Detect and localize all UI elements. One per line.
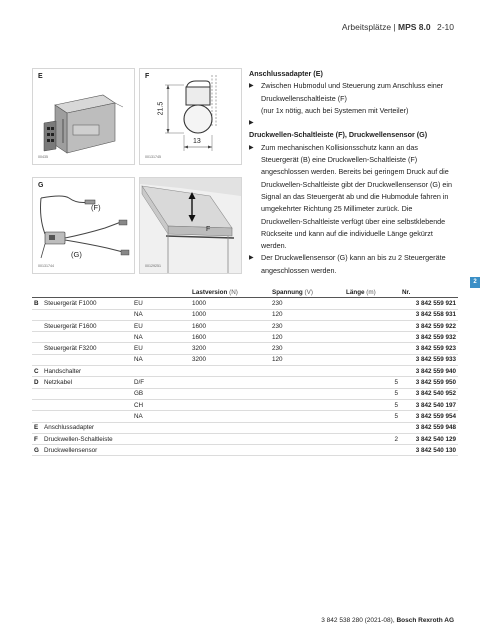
parts-table [32,287,458,456]
table-row [32,445,458,456]
cell-nr: 3 842 559 954 [400,411,458,422]
cell-last: 1000 [190,298,270,309]
cell-letter: C [32,366,42,377]
cell-spannung [270,399,344,410]
header-spannung: Spannung (V) [270,287,344,298]
cell-variant: NA [132,411,190,422]
cell-variant: EU [132,298,190,309]
cell-nr: 3 842 559 932 [400,332,458,343]
cell-spannung [270,366,344,377]
cell-nr: 3 842 540 129 [400,433,458,444]
cell-spannung: 120 [270,309,344,320]
adapter-bullet: ▶ Zwischen Hubmodul und Steuerung zum Anschluss einer Druckwellenschaltleiste (F) [249,80,455,105]
cell-name: Steuergerät F1600 [42,320,132,331]
dimension-height: 21.5 [157,101,165,116]
cell-nr: 3 842 540 952 [400,388,458,399]
cell-last [190,388,270,399]
cell-nr: 3 842 559 922 [400,320,458,331]
cell-laenge [344,309,400,320]
adapter-title: Anschlussadapter (E) [249,69,323,78]
schaltleiste-profile-drawing [140,69,241,164]
cell-name [42,354,132,365]
cell-last [190,377,270,388]
figure-f-letter: F [145,73,150,80]
cell-laenge: 5 [344,411,400,422]
cell-name [42,388,132,399]
cell-spannung: 120 [270,354,344,365]
cell-spannung [270,377,344,388]
cell-name: Handschalter [42,366,132,377]
cell-letter [32,332,42,343]
figure-e-letter: E [38,73,43,80]
cell-variant: NA [132,354,190,365]
cell-letter: F [32,433,42,444]
cell-letter [32,411,42,422]
sensor-bullet-2: ▶ Der Druckwellensensor (G) kann an bis zu 2 Steuergeräte angeschlossen werden. [249,252,455,277]
figure-g-letter: G [38,182,44,189]
cell-variant: D/F [132,377,190,388]
cell-nr: 3 842 559 923 [400,343,458,354]
table-row [32,309,458,320]
cell-laenge [344,445,400,456]
cell-letter [32,309,42,320]
cell-laenge [344,354,400,365]
adapter-note: (nur 1x nötig, auch bei Systemen mit Verteiler) [261,105,409,115]
footer-doc-number: 3 842 538 280 (2021-08), [321,617,395,624]
cell-variant [132,433,190,444]
table-row [32,388,458,399]
header-laenge: Länge (m) [344,287,400,298]
cell-last: 3200 [190,354,270,365]
cell-letter [32,320,42,331]
cell-laenge [344,422,400,433]
cell-last [190,433,270,444]
cell-last: 3200 [190,343,270,354]
chapter-tab[interactable]: 2 [470,277,480,288]
cell-last [190,399,270,410]
cell-nr: 3 842 559 933 [400,354,458,365]
cell-laenge [344,366,400,377]
figure-g [32,177,135,274]
cell-name [42,411,132,422]
figure-application-code: 00129251 [145,264,161,268]
header-lastversion: Lastversion (N) [190,287,270,298]
cell-letter: D [32,377,42,388]
cell-last [190,422,270,433]
cell-laenge: 5 [344,377,400,388]
cell-variant: EU [132,320,190,331]
table-row [32,354,458,365]
cell-name: Steuergerät F3200 [42,343,132,354]
cell-name: Anschlussadapter [42,422,132,433]
table-row [32,422,458,433]
cell-variant [132,422,190,433]
cell-spannung [270,411,344,422]
cell-last [190,366,270,377]
cell-nr: 3 842 559 921 [400,298,458,309]
cell-nr: 3 842 558 931 [400,309,458,320]
table-edge-illustration [140,178,241,273]
cell-spannung: 230 [270,320,344,331]
table-row [32,298,458,309]
empty-bullet [249,117,455,129]
header-nr: Nr. [400,287,458,298]
cell-laenge [344,343,400,354]
cell-letter: B [32,298,42,309]
cell-spannung: 230 [270,298,344,309]
cell-letter: G [32,445,42,456]
dimension-width: 13 [193,138,201,145]
cell-variant: CH [132,399,190,410]
cell-name: Netzkabel [42,377,132,388]
table-row [32,399,458,410]
sensor-bullet-1: ▶ Zum mechanischen Kollisionsschutz kann an das Steuergerät (B) eine Druckwellen-Schaltleiste (F) angeschlossen werden. Bereits bei geringem Druck auf die Druckwellen-Schaltleiste gibt der Druckwellensensor (G) ein Signal an das Steuergerät ab und die Hubmodule fahren in umgekehrter Richtung 25 Millimeter zurück. Die Druckwellen-Schaltleiste verfügt über eine selbstklebende Rückseite und kann auf die individuelle Länge gekürzt werden. [249,142,455,253]
cell-spannung [270,388,344,399]
header-product: MPS 8.0 [398,22,431,32]
cell-laenge: 5 [344,388,400,399]
cell-last [190,411,270,422]
cell-name [42,332,132,343]
figure-e [32,68,135,165]
table-row [32,377,458,388]
cell-nr: 3 842 540 197 [400,399,458,410]
cell-variant [132,445,190,456]
cell-laenge [344,332,400,343]
figure-application [139,177,242,274]
cell-nr: 3 842 559 950 [400,377,458,388]
table-row [32,366,458,377]
cell-variant: NA [132,332,190,343]
cell-spannung: 230 [270,343,344,354]
callout-f: (F) [91,203,101,212]
cell-variant: NA [132,309,190,320]
cell-letter [32,388,42,399]
sensor-title: Druckwellen-Schaltleiste (F), Druckwellensensor (G) [249,130,428,140]
cell-name: Druckwellen-Schaltleiste [42,433,132,444]
figure-f-code: 00131745 [145,155,161,159]
table-row [32,433,458,444]
figure-f [139,68,242,165]
anschlussadapter-illustration [33,69,134,164]
cell-spannung [270,445,344,456]
table-row [32,332,458,343]
cell-letter [32,343,42,354]
cell-nr: 3 842 559 948 [400,422,458,433]
cell-variant: EU [132,343,190,354]
cell-name [42,399,132,410]
table-row [32,343,458,354]
footer-brand: Bosch Rexroth AG [396,617,454,624]
cell-last [190,445,270,456]
cell-letter: E [32,422,42,433]
cell-name [42,309,132,320]
cell-variant: GB [132,388,190,399]
druckwellensensor-illustration [33,178,134,273]
cell-laenge: 2 [344,433,400,444]
table-body [32,298,458,456]
cell-spannung: 120 [270,332,344,343]
page-header [342,22,454,32]
cell-last: 1600 [190,332,270,343]
cell-nr: 3 842 559 940 [400,366,458,377]
cell-variant [132,366,190,377]
figure-e-code: 00435 [38,155,48,159]
cell-name: Steuergerät F1000 [42,298,132,309]
cell-letter [32,399,42,410]
cell-laenge: 5 [344,399,400,410]
header-section: Arbeitsplätze | [341,22,396,32]
table-header-row [32,287,458,298]
cell-laenge [344,298,400,309]
table-row [32,411,458,422]
page-footer [321,617,454,624]
header-page-number: 2-10 [436,22,454,32]
cell-spannung [270,422,344,433]
callout-f-photo: F [206,226,211,233]
cell-letter [32,354,42,365]
cell-last: 1000 [190,309,270,320]
cell-spannung [270,433,344,444]
cell-nr: 3 842 540 130 [400,445,458,456]
cell-last: 1600 [190,320,270,331]
figure-g-code: 00131744 [38,264,54,268]
cell-laenge [344,320,400,331]
description-text [249,68,455,277]
callout-g: (G) [71,250,82,259]
cell-name: Druckwellensensor [42,445,132,456]
table-row [32,320,458,331]
